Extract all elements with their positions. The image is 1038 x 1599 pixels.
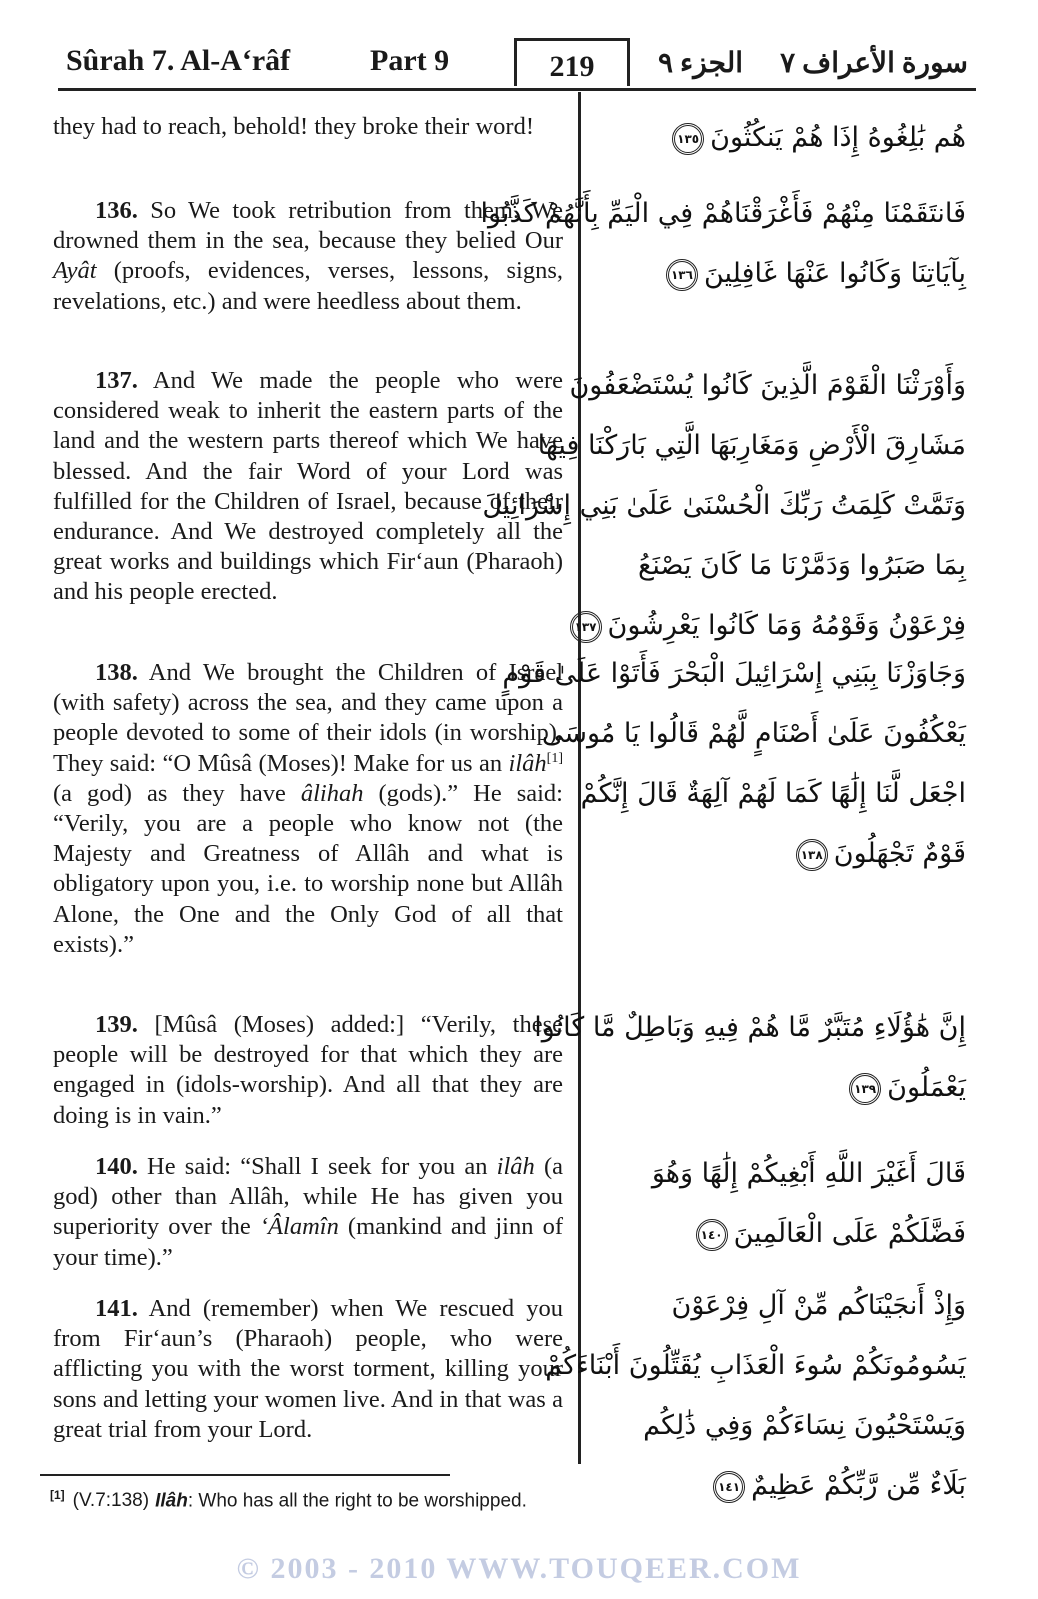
ayah-139 [534, 998, 966, 1118]
ayah-number-marker: ١٣٦ [666, 259, 698, 291]
verse-text: they had to reach, behold! they broke their word! [53, 113, 534, 140]
ayah-line: وَيَسْتَحْيُونَ نِسَاءَكُمْ وَفِي ذَٰلِكُم [643, 1410, 966, 1441]
verse-141 [53, 1294, 563, 1445]
term-ilah: ilâh [508, 749, 547, 777]
verse-text: (a god) other than Allâh, while He has given you superiority over the [53, 1153, 563, 1241]
verse-139 [53, 1010, 563, 1131]
ayah-line: قَالَ أَغَيْرَ اللَّهِ أَبْغِيكُمْ إِلَٰهًا وَهُوَ [651, 1158, 966, 1189]
ayah-line: وَتَمَّتْ كَلِمَتُ رَبِّكَ الْحُسْنَىٰ عَلَىٰ بَنِي إِسْرَائِيلَ [482, 490, 966, 521]
footnote-mark: [1] [50, 1488, 65, 1502]
footnote-rule [40, 1474, 450, 1476]
verse-number: 136. [95, 197, 138, 224]
footnote-term: Ilâh [155, 1490, 188, 1512]
ayah-line: يَعْكُفُونَ عَلَىٰ أَصْنَامٍ لَّهُمْ قَالُوا يَا مُوسَى [541, 718, 966, 749]
ayah-line: وَإِذْ أَنجَيْنَاكُم مِّنْ آلِ فِرْعَوْنَ [671, 1290, 966, 1321]
verse-text: (proofs, evidences, verses, lessons, signs, revelations, etc.) and were heedless about them. [53, 257, 563, 315]
ayah-number-marker: ١٣٥ [672, 123, 704, 155]
ayah-number-marker: ١٤٠ [696, 1219, 728, 1251]
surah-title: Sûrah 7. Al-A‘râf [66, 44, 291, 77]
copyright-watermark: © 2003 - 2010 WWW.TOUQEER.COM [236, 1552, 802, 1585]
verse-number: 139. [95, 1011, 138, 1038]
ayah-140 [596, 1144, 966, 1264]
verse-138 [53, 658, 563, 960]
verse-number: 141. [95, 1295, 138, 1322]
verse-text: And (remember) when We rescued you from Fir‘aun’s (Pharaoh) people, who were afflicting you with the worst torment, killing your sons and letting your women live. And in that was a great trial from your Lord. [53, 1295, 563, 1443]
ayah-line: فَضَّلَكُمْ عَلَى الْعَالَمِينَ [733, 1218, 966, 1249]
ayah-line: فَانتَقَمْنَا مِنْهُمْ فَأَغْرَقْنَاهُمْ فِي الْيَمِّ بِأَنَّهُمْ كَذَّبُوا [480, 198, 966, 229]
ayah-number-marker: ١٣٨ [796, 839, 828, 871]
surah-title-arabic: سورة الأعراف ٧ [780, 48, 968, 79]
ayah-line: يَعْمَلُونَ [887, 1072, 966, 1103]
term-ayat: Ayât [53, 257, 97, 285]
verse-text: [Mûsâ (Moses) added:] “Verily, these people will be destroyed for that which they are engaged in (idols-worship). And all that they are doing is in vain.” [53, 1011, 563, 1129]
ayah-line: مَشَارِقَ الْأَرْضِ وَمَغَارِبَهَا الَّتِي بَارَكْنَا فِيهَا [537, 430, 966, 461]
ayah-line: هُم بَٰلِغُوهُ إِذَا هُمْ يَنكُثُونَ [710, 122, 966, 153]
verse-135-continuation [53, 112, 534, 142]
verse-text: And We brought the Children of Israel (with safety) across the sea, and they came upon a people devoted to some of their idols (in worship). They said: “O Mûsâ (Moses)! Make for us an [53, 659, 563, 777]
ayah-line: وَجَاوَزْنَا بِبَنِي إِسْرَائِيلَ الْبَحْرَ فَأَتَوْا عَلَىٰ قَوْمٍ [502, 658, 966, 689]
footnote [50, 1488, 527, 1512]
verse-140 [53, 1152, 563, 1273]
verse-text: (a god) as they have [53, 779, 301, 807]
verse-text: (gods).” He said: “Verily, you are a people who know not (the Majesty and Greatness of Allâh and what is obligatory upon you, i.e. to worship none but Allâh Alone, the One and the Only God of all that exists).” [53, 779, 563, 958]
ayah-136 [480, 184, 966, 304]
ayah-line: بِآيَاتِنَا وَكَانُوا عَنْهَا غَافِلِينَ [703, 258, 966, 289]
ayah-135 [596, 108, 966, 168]
footnote-reference: (V.7:138) [72, 1490, 150, 1512]
verse-number: 138. [95, 659, 138, 686]
ayah-137 [482, 356, 966, 656]
term-alihah: âlihah [300, 779, 364, 807]
page-number: 219 [514, 38, 630, 86]
ayah-number-marker: ١٣٩ [849, 1073, 881, 1105]
page-header [58, 38, 976, 91]
ayah-line: قَوْمٌ تَجْهَلُونَ [833, 838, 966, 869]
verse-number: 140. [95, 1153, 138, 1180]
term-ilah: ilâh [496, 1153, 535, 1180]
ayah-line: بَلَاءٌ مِّن رَّبِّكُمْ عَظِيمٌ [751, 1470, 966, 1501]
juz-arabic: الجزء ٩ [658, 48, 744, 79]
verse-number: 137. [95, 367, 138, 394]
ayah-number-marker: ١٤١ [713, 1471, 745, 1503]
ayah-line: يَسُومُونَكُمْ سُوءَ الْعَذَابِ يُقَتِّلُونَ أَبْنَاءَكُمْ [545, 1350, 966, 1381]
ayah-line: إِنَّ هَٰؤُلَاءِ مُتَبَّرٌ مَّا هُمْ فِيهِ وَبَاطِلٌ مَّا كَانُوا [534, 1012, 966, 1043]
verse-text: So We took retribution from them. We drowned them in the sea, because they belied Our [53, 197, 563, 255]
footnote-text: : Who has all the right to be worshipped. [187, 1490, 527, 1512]
ayah-line: وَأَوْرَثْنَا الْقَوْمَ الَّذِينَ كَانُوا يُسْتَضْعَفُونَ [569, 370, 966, 401]
term-alamin: ‘Âlamîn [259, 1213, 339, 1241]
ayah-141 [545, 1276, 966, 1516]
ayah-line: فِرْعَوْنُ وَقَوْمُهُ وَمَا كَانُوا يَعْرِشُونَ [607, 610, 966, 641]
verse-text: (mankind and jinn of your time).” [53, 1213, 563, 1271]
part-label: Part 9 [370, 44, 450, 77]
ayah-number-marker: ١٣٧ [570, 611, 602, 643]
ayah-line: اجْعَل لَّنَا إِلَٰهًا كَمَا لَهُمْ آلِهَةٌ قَالَ إِنَّكُمْ [580, 778, 966, 809]
verse-text: He said: “Shall I seek for you an [137, 1153, 497, 1180]
footnote-ref: [1] [546, 750, 563, 766]
verse-text: And We made the people who were considered weak to inherit the eastern parts of the land and the western parts thereof which We have blessed. And the fair Word of your Lord was fulfilled for the Children of Israel, because of their endurance. And We destroyed completely all the great works and buildings which Fir‘aun (Pharaoh) and his people erected. [53, 367, 563, 606]
ayah-line: بِمَا صَبَرُوا وَدَمَّرْنَا مَا كَانَ يَصْنَعُ [638, 550, 966, 581]
